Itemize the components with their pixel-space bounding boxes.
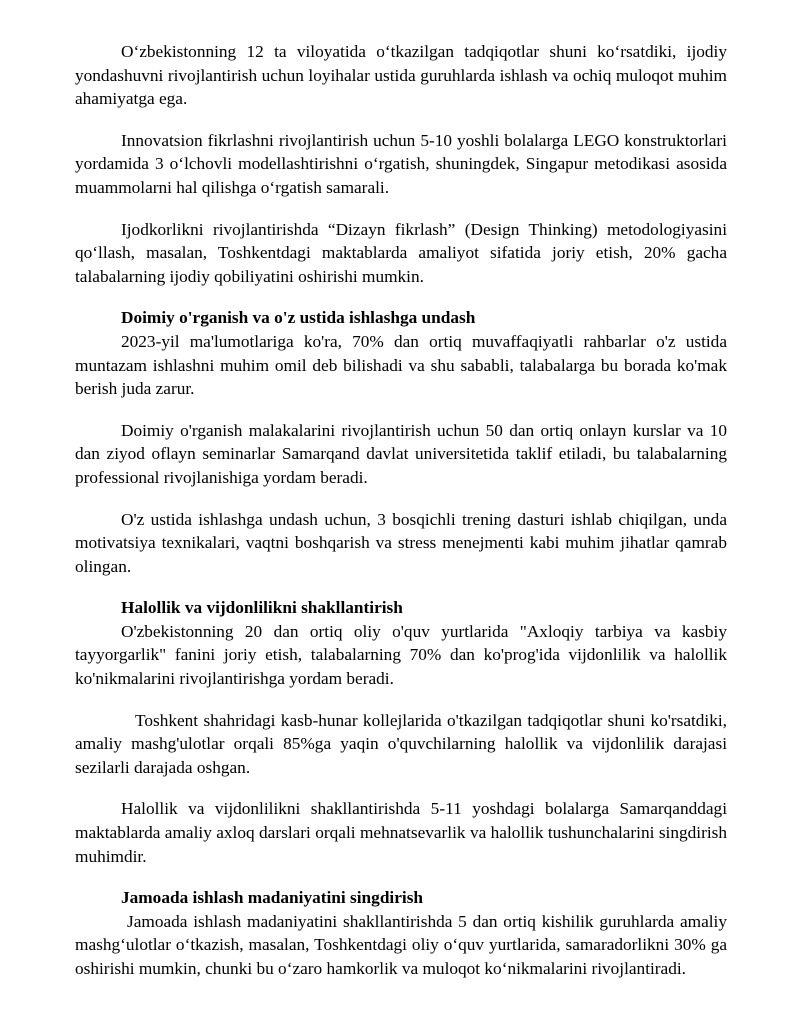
section-heading: Halollik va vijdonlilikni shakllantirish xyxy=(121,598,403,618)
paragraph: Ijodkorlikni rivojlantirishda “Dizayn fikrlash” (Design Thinking) metodologiyasini qo‘llash, masalan, Toshkentdagi maktablarda amaliyot sifatida joriy etish, 20% gacha talabalarning ijodiy qobiliyatini oshirishi mumkin. xyxy=(75,219,727,286)
paragraph: Halollik va vijdonlilikni shakllantirishda 5-11 yoshdagi bolalarga Samarqanddagi maktablarda amaliy axloq darslari orqali mehnatsevarlik va halollik tushunchalarini singdirish muhimdir. xyxy=(75,799,727,866)
paragraph: O'zbekistonning 20 dan ortiq oliy o'quv yurtlarida "Axloqiy tarbiya va kasbiy tayyorgarlik" fanini joriy etish, talabalarning 70% dan ko'prog'ida vijdonlilik va halollik ko'nikmalarini rivojlantirishga yordam beradi. xyxy=(75,621,727,689)
paragraph: O'z ustida ishlashga undash uchun, 3 bosqichli trening dasturi ishlab chiqilgan, unda motivatsiya texnikalari, vaqtni boshqarish va stress menejmenti kabi muhim jihatlar qamrab olingan. xyxy=(75,509,727,576)
paragraph: Innovatsion fikrlashni rivojlantirish uchun 5-10 yoshli bolalarga LEGO konstruktorlari yordamida 3 o‘lchovli modellashtirishni o‘rgatish, shuningdek, Singapur metodikasi asosida muammolarni hal qilishga o‘rgatish samarali. xyxy=(75,130,727,197)
paragraph: 2023-yil ma'lumotlariga ko'ra, 70% dan ortiq muvaffaqiyatli rahbarlar o'z ustida muntazam ishlashni muhim omil deb bilishadi va shu sababli, talabalarga bu borada ko'mak berish juda zarur. xyxy=(75,331,727,399)
section-heading: Jamoada ishlash madaniyatini singdirish xyxy=(121,888,424,908)
document-page xyxy=(75,40,727,981)
section-heading: Doimiy o'rganish va o'z ustida ishlashga undash xyxy=(121,308,476,328)
paragraph: Doimiy o'rganish malakalarini rivojlantirish uchun 50 dan ortiq onlayn kurslar va 10 dan ziyod oflayn seminarlar Samarqand davlat universitetida taklif etiladi, bu talabalarning professional rivojlanishiga yordam beradi. xyxy=(75,420,727,487)
paragraph: O‘zbekistonning 12 ta viloyatida o‘tkazilgan tadqiqotlar shuni ko‘rsatdiki, ijodiy yondashuvni rivojlantirish uchun loyihalar ustida guruhlarda ishlash va ochiq muloqot muhim ahamiyatga ega. xyxy=(75,42,727,109)
paragraph: Jamoada ishlash madaniyatini shakllantirishda 5 dan ortiq kishilik guruhlarda amaliy mashg‘ulotlar o‘tkazish, masalan, Toshkentdagi oliy o‘quv yurtlarida, samaradorlikni 30% ga oshirishi mumkin, chunki bu o‘zaro hamkorlik va muloqot ko‘nikmalarini rivojlantiradi. xyxy=(75,911,727,978)
paragraph: Toshkent shahridagi kasb-hunar kollejlarida o'tkazilgan tadqiqotlar shuni ko'rsatdiki, amaliy mashg'ulotlar orqali 85%ga yaqin o'quvchilarning halollik va vijdonlilik darajasi sezilarli darajada oshgan. xyxy=(75,710,727,777)
